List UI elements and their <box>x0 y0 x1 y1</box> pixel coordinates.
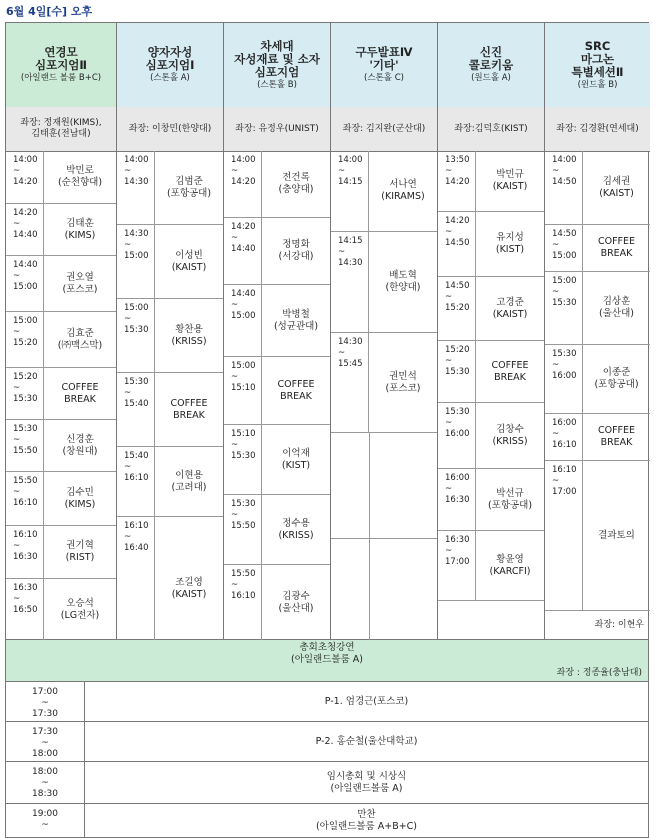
time-slot <box>117 447 223 517</box>
time-slot <box>6 256 116 312</box>
slot-time: 14:50 ~ 15:20 <box>438 277 476 340</box>
slot-time: 14:20 ~ 14:40 <box>6 204 44 255</box>
speaker-name: 김태훈 (KIMS) <box>64 217 96 241</box>
speaker-name: COFFEE BREAK <box>597 425 636 448</box>
session-body <box>545 151 650 639</box>
time-slot <box>6 420 116 472</box>
speaker-name: 신경훈 (창원대) <box>62 433 98 457</box>
plenary-banner <box>5 640 649 682</box>
session-chair: 좌장: 정재원(KIMS), 김태훈(전남대) <box>6 107 116 152</box>
speaker-name: COFFEE BREAK <box>277 378 315 402</box>
time-slot <box>6 526 116 579</box>
plenary-chair: 좌장 : 정종율(충남대) <box>556 668 642 678</box>
session-column <box>6 23 117 639</box>
session-header <box>117 23 223 108</box>
session-room: (원드홀 A) <box>471 73 511 83</box>
slot-time: 14:00 ~ 14:20 <box>6 151 44 203</box>
speaker-name: 김상훈 (울산대) <box>599 296 634 319</box>
speaker-name <box>369 539 437 640</box>
session-title: 신진 콜로키움 <box>468 45 514 72</box>
speaker-name: 박민규 (KAIST) <box>492 169 528 192</box>
time-slot <box>224 495 330 565</box>
session-body <box>224 151 330 639</box>
slot-time: 14:30 ~ 15:45 <box>331 333 369 432</box>
speaker-name: 서나연 (KIRAMS) <box>381 179 425 202</box>
time-slot <box>224 357 330 425</box>
time-slot <box>6 472 116 526</box>
slot-time: 15:30 ~ 15:50 <box>224 495 262 564</box>
time-slot <box>438 277 544 341</box>
speaker-name: 이현용 (고려대) <box>171 469 207 493</box>
session-column <box>117 23 224 639</box>
plenary-row <box>6 762 648 804</box>
session-header <box>545 23 650 108</box>
speaker-name: COFFEE BREAK <box>491 359 529 383</box>
slot-time: 14:20 ~ 14:50 <box>438 212 476 276</box>
time-slot <box>545 461 650 611</box>
speaker-name: 오승석 (LG전자) <box>60 597 100 621</box>
time-slot <box>545 414 650 461</box>
time-slot <box>331 232 437 333</box>
session-chair: 좌장: 김경환(연세대) <box>545 107 650 152</box>
time-slot <box>545 225 650 272</box>
slot-time: 14:00 ~ 14:15 <box>331 151 369 231</box>
time-slot <box>6 312 116 368</box>
speaker-name: 김광수 (울산대) <box>278 590 314 614</box>
schedule-grid <box>5 22 649 640</box>
plenary-content: P-1. 엄경근(포스코) <box>324 695 409 707</box>
speaker-name: 배도혁 (한양대) <box>385 270 421 293</box>
time-slot <box>438 151 544 212</box>
plenary-row <box>6 682 648 722</box>
slot-time: 15:00 ~ 15:20 <box>6 312 44 367</box>
time-slot <box>224 565 330 641</box>
slot-time: 15:50 ~ 16:10 <box>6 472 44 525</box>
session-body <box>331 151 437 639</box>
speaker-name: 조길영 (KAIST) <box>171 576 207 600</box>
speaker-name: 정수용 (KRISS) <box>278 517 314 541</box>
speaker-name: 김수민 (KIMS) <box>64 486 96 510</box>
time-slot <box>545 151 650 225</box>
time-slot <box>438 212 544 277</box>
plenary-sessions <box>5 682 649 838</box>
slot-time: 15:30 ~ 16:00 <box>545 345 583 413</box>
speaker-name: 정명화 (서강대) <box>278 239 314 262</box>
speaker-name: 박민로 (순천향대) <box>57 165 103 188</box>
slot-time: 15:30 ~ 15:40 <box>117 373 155 446</box>
slot-time: 15:50 ~ 16:10 <box>224 565 262 640</box>
speaker-name: COFFEE BREAK <box>61 381 99 405</box>
page-title: 6월 4일[수] 오후 <box>6 5 93 18</box>
slot-time: 15:00 ~ 15:30 <box>117 299 155 372</box>
session-title: 연경모 심포지엄Ⅱ <box>34 45 87 72</box>
slot-time: 16:00 ~ 16:10 <box>545 414 583 460</box>
time-slot <box>117 373 223 447</box>
plenary-row <box>6 804 648 837</box>
time-slot <box>438 531 544 601</box>
speaker-name: 이성빈 (KAIST) <box>171 249 207 273</box>
speaker-name: 유지성 (KIST) <box>495 232 525 255</box>
session-body <box>438 151 544 639</box>
time-slot <box>6 579 116 641</box>
time-slot <box>331 333 437 433</box>
speaker-name: 전건록 (충양대) <box>278 172 314 195</box>
time-slot <box>117 299 223 373</box>
time-slot <box>331 151 437 232</box>
plenary-content: P-2. 홍순철(울산대학교) <box>315 735 418 747</box>
time-slot <box>224 285 330 357</box>
session-room: (스톤홀 A) <box>150 73 190 83</box>
speaker-name: 이억재 (KIST) <box>281 447 311 471</box>
speaker-name: 권오열 (포스코) <box>62 271 98 295</box>
time-slot <box>438 469 544 531</box>
session-chair: 좌장: 유정우(UNIST) <box>224 107 330 152</box>
time-slot <box>331 433 437 539</box>
speaker-name: 황찬용 (KRISS) <box>171 323 207 347</box>
speaker-name: 결과토의 <box>598 529 635 541</box>
session-title: 양자자성 심포지엄Ⅰ <box>145 45 195 72</box>
speaker-name: 황윤영 (KARCFI) <box>489 553 531 577</box>
slot-time: 15:30 ~ 16:00 <box>438 403 476 468</box>
slot-time: 15:00 ~ 15:10 <box>224 357 262 424</box>
time-slot <box>224 218 330 285</box>
slot-time: 14:20 ~ 14:40 <box>224 218 262 284</box>
plenary-row <box>6 722 648 762</box>
slot-time: 16:30 ~ 16:50 <box>6 579 44 640</box>
plenary-time: 18:00 ~ 18:30 <box>6 762 85 803</box>
time-slot <box>6 151 116 204</box>
speaker-name: 권기혁 (RIST) <box>65 540 95 563</box>
slot-time: 16:30 ~ 17:00 <box>438 531 476 600</box>
slot-time: 13:50 ~ 14:20 <box>438 151 476 211</box>
session-column <box>545 23 650 639</box>
session-chair: 좌장: 김지완(군산대) <box>331 107 437 152</box>
speaker-name: 이종준 (포항공대) <box>594 367 639 390</box>
session-room: (스톤홀 B) <box>257 79 297 90</box>
session-chair: 좌장: 이창민(한양대) <box>117 107 223 152</box>
session-header <box>224 23 330 108</box>
session-header <box>438 23 544 108</box>
slot-time: 14:15 ~ 14:30 <box>331 232 369 332</box>
session-room: (스톤홀 C) <box>364 73 404 83</box>
session-title: 차세대 자성재료 및 소자 심포지엄 <box>234 38 320 79</box>
plenary-content: 만찬 (아일랜드볼룸 A+B+C) <box>315 808 418 832</box>
slot-time: 15:20 ~ 15:30 <box>438 341 476 402</box>
time-slot <box>545 272 650 345</box>
time-slot <box>6 204 116 256</box>
time-slot <box>438 403 544 469</box>
speaker-name: 김효준 (㈜맥스막) <box>57 327 103 351</box>
slot-time: 15:30 ~ 15:50 <box>6 420 44 471</box>
time-slot <box>224 151 330 218</box>
plenary-content: 임시총회 및 시상식 (아일랜드볼룸 A) <box>326 770 407 794</box>
slot-time: 14:40 ~ 15:00 <box>224 285 262 356</box>
plenary-time: 19:00 ~ <box>6 804 85 837</box>
speaker-name: COFFEE BREAK <box>597 236 636 259</box>
plenary-title: 총회초청강연 <box>299 642 355 653</box>
plenary-time: 17:30 ~ 18:00 <box>6 722 85 761</box>
slot-time: 15:00 ~ 15:30 <box>545 272 583 344</box>
slot-time: 14:40 ~ 15:00 <box>6 256 44 311</box>
session-header <box>331 23 437 108</box>
slot-time: 14:00 ~ 14:50 <box>545 151 583 224</box>
slot-time: 14:00 ~ 14:20 <box>224 151 262 217</box>
speaker-name: 박선규 (포항공대) <box>487 487 533 511</box>
slot-time: 15:40 ~ 16:10 <box>117 447 155 516</box>
session-title: SRC 마그논 특별세션Ⅱ <box>571 38 624 79</box>
speaker-name: 박병철 (성균관대) <box>273 308 319 332</box>
time-slot <box>545 345 650 414</box>
speaker-name: COFFEE BREAK <box>170 397 208 421</box>
session-title: 구두발표Ⅳ '기타' <box>355 45 413 72</box>
slot-time: 15:20 ~ 15:30 <box>6 368 44 419</box>
session-body <box>6 151 116 639</box>
slot-time: 15:10 ~ 15:30 <box>224 425 262 494</box>
slot-time: 16:00 ~ 16:30 <box>438 469 476 530</box>
slot-time: 14:30 ~ 15:00 <box>117 225 155 298</box>
slot-time: 16:10 ~ 16:30 <box>6 526 44 578</box>
speaker-name: 김범준 (포항공대) <box>166 175 212 199</box>
slot-time: 14:00 ~ 14:30 <box>117 151 155 224</box>
time-slot <box>117 225 223 299</box>
slot-time: 16:10 ~ 16:40 <box>117 517 155 660</box>
session-column <box>438 23 545 639</box>
session-room: (아일랜드 볼룸 B+C) <box>20 73 102 83</box>
slot-time: 14:50 ~ 15:00 <box>545 225 583 271</box>
plenary-time: 17:00 ~ 17:30 <box>6 682 85 721</box>
time-slot <box>224 425 330 495</box>
session-room: (윈드홀 B) <box>577 79 618 90</box>
time-slot <box>331 539 437 641</box>
speaker-name <box>369 433 437 538</box>
session-header <box>6 23 116 108</box>
time-slot <box>117 151 223 225</box>
session-column <box>331 23 438 639</box>
speaker-name: 고경준 (KAIST) <box>492 296 528 320</box>
slot-time: 16:10 ~ 17:00 <box>545 461 583 610</box>
session-chair: 좌장:김덕호(KIST) <box>438 107 544 152</box>
column-footer-chair: 좌장: 이현우 <box>594 620 644 630</box>
session-column <box>224 23 331 639</box>
plenary-room: (아일랜드볼룸 A) <box>291 654 363 665</box>
time-slot <box>6 368 116 420</box>
speaker-name: 김세권 (KAIST) <box>599 175 634 199</box>
session-body <box>117 151 223 639</box>
time-slot <box>438 341 544 403</box>
speaker-name: 권민석 (포스코) <box>385 370 421 394</box>
speaker-name: 김창수 (KRISS) <box>492 423 528 447</box>
